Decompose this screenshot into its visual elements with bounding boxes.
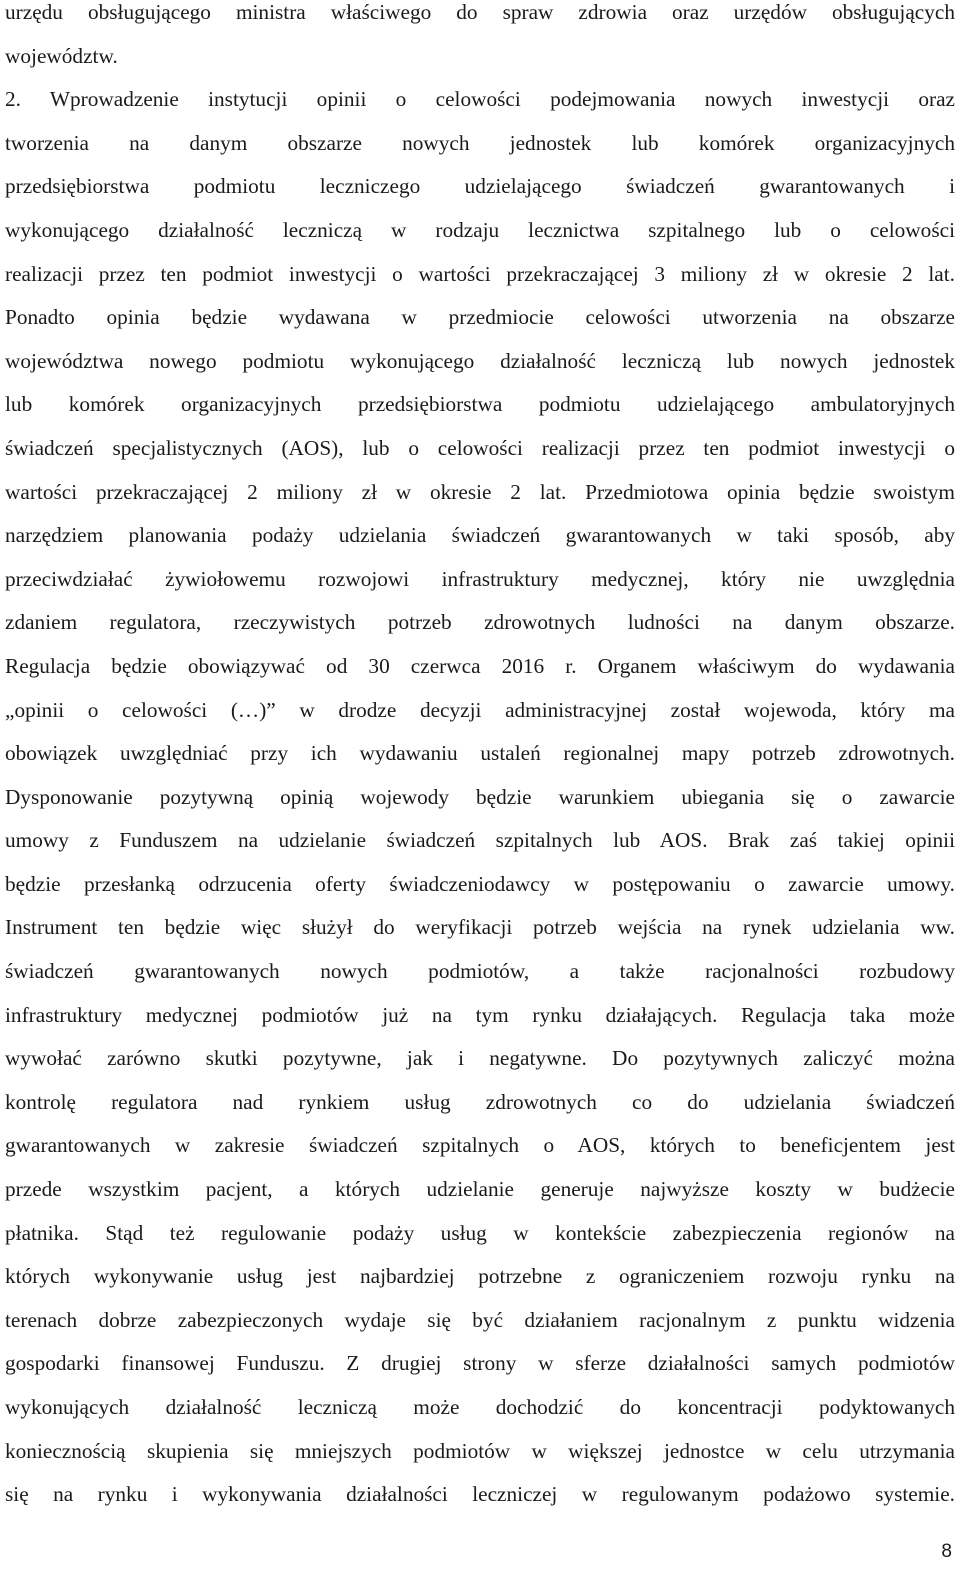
text-line: „opinii o celowości (…)” w drodze decyzji administracyjnej został wojewoda, który ma — [5, 697, 955, 722]
text-line: przeciwdziałać żywiołowemu rozwojowi infrastruktury medycznej, który nie uwzględnia — [5, 566, 955, 591]
text-line: tworzenia na danym obszarze nowych jednostek lub komórek organizacyjnych — [5, 130, 955, 155]
text-line: gwarantowanych w zakresie świadczeń szpitalnych o AOS, których to beneficjentem jest — [5, 1133, 955, 1158]
text-line: województw. — [5, 43, 118, 68]
text-line: świadczeń gwarantowanych nowych podmiotów, a także racjonalności rozbudowy — [5, 959, 955, 984]
text-line: wartości przekraczającej 2 miliony zł w okresie 2 lat. Przedmiotowa opinia będzie swoistym — [5, 479, 955, 504]
text-line: będzie przesłanką odrzucenia oferty świadczeniodawcy w postępowaniu o zawarcie umowy. — [5, 871, 955, 896]
text-line: przedsiębiorstwa podmiotu leczniczego udzielającego świadczeń gwarantowanych i — [5, 174, 955, 199]
text-line: terenach dobrze zabezpieczonych wydaje się być działaniem racjonalnym z punktu widzenia — [5, 1307, 955, 1332]
text-line: płatnika. Stąd też regulowanie podaży usług w kontekście zabezpieczenia regionów na — [5, 1220, 955, 1245]
text-line: koniecznością skupienia się mniejszych podmiotów w większej jednostce w celu utrzymania — [5, 1438, 955, 1463]
text-line: urzędu obsługującego ministra właściwego do spraw zdrowia oraz urzędów obsługujących — [5, 0, 955, 24]
text-line: kontrolę regulatora nad rynkiem usług zdrowotnych co do udzielania świadczeń — [5, 1089, 955, 1114]
text-line: wykonujących działalność leczniczą może dochodzić do koncentracji podyktowanych — [5, 1395, 955, 1419]
text-line: Ponadto opinia będzie wydawana w przedmiocie celowości utworzenia na obszarze — [5, 305, 955, 330]
text-line: których wykonywanie usług jest najbardziej potrzebne z ograniczeniem rozwoju rynku na — [5, 1264, 955, 1289]
text-line: lub komórek organizacyjnych przedsiębiorstwa podmiotu udzielającego ambulatoryjnych — [5, 392, 955, 417]
text-line: wykonującego działalność leczniczą w rodzaju lecznictwa szpitalnego lub o celowości — [5, 217, 955, 242]
page-number: 8 — [941, 1541, 952, 1562]
text-line: Regulacja będzie obowiązywać od 30 czerwca 2016 r. Organem właściwym do wydawania — [5, 653, 955, 678]
text-line: wywołać zarówno skutki pozytywne, jak i negatywne. Do pozytywnych zaliczyć można — [5, 1046, 955, 1071]
text-line: Instrument ten będzie więc służył do weryfikacji potrzeb wejścia na rynek udzielania ww. — [5, 915, 955, 940]
text-line: realizacji przez ten podmiot inwestycji o wartości przekraczającej 3 miliony zł w okresie 2 lat. — [5, 261, 955, 286]
text-line: zdaniem regulatora, rzeczywistych potrzeb zdrowotnych ludności na danym obszarze. — [5, 610, 955, 635]
text-line: województwa nowego podmiotu wykonującego działalność leczniczą lub nowych jednostek — [5, 348, 955, 373]
text-line: gospodarki finansowej Funduszu. Z drugiej strony w sferze działalności samych podmiotów — [5, 1351, 955, 1376]
body-text — [5, 0, 955, 1521]
text-line: narzędziem planowania podaży udzielania świadczeń gwarantowanych w taki sposób, aby — [5, 523, 955, 548]
text-line: świadczeń specjalistycznych (AOS), lub o celowości realizacji przez ten podmiot inwestycji o — [5, 435, 955, 460]
text-line: obowiązek uwzględniać przy ich wydawaniu ustaleń regionalnej mapy potrzeb zdrowotnych. — [5, 741, 955, 766]
text-line: się na rynku i wykonywania działalności leczniczej w regulowanym podażowo systemie. — [5, 1482, 955, 1507]
text-line: Dysponowanie pozytywną opinią wojewody będzie warunkiem ubiegania się o zawarcie — [5, 784, 955, 809]
text-line: umowy z Funduszem na udzielanie świadczeń szpitalnych lub AOS. Brak zaś takiej opinii — [5, 828, 955, 853]
text-line: infrastruktury medycznej podmiotów już na tym rynku działających. Regulacja taka może — [5, 1002, 955, 1027]
text-line: 2. Wprowadzenie instytucji opinii o celowości podejmowania nowych inwestycji oraz — [5, 87, 955, 112]
text-line: przede wszystkim pacjent, a których udzielanie generuje najwyższe koszty w budżecie — [5, 1177, 955, 1202]
